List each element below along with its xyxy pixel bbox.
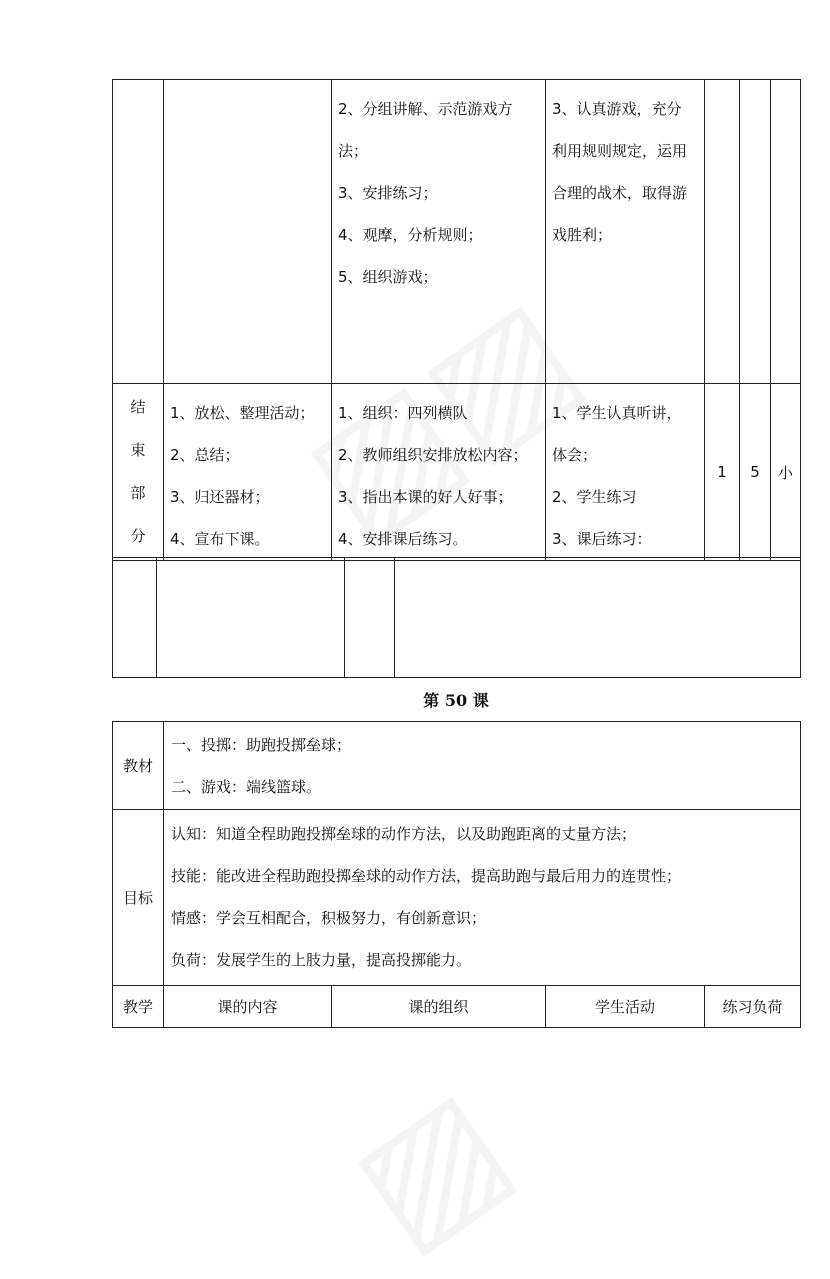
blank-row-table (112, 557, 801, 678)
org-line: 2、分组讲解、示范游戏方 (338, 100, 513, 118)
content-line: 4、宣布下课。 (170, 530, 270, 548)
goals-label: 目标 (113, 810, 164, 986)
activity-line: 2、学生练习 (552, 488, 637, 506)
section-label-cell (113, 80, 164, 384)
content-line: 2、总结； (170, 446, 240, 464)
intensity-cell: 小 (771, 384, 801, 561)
count-cell (705, 80, 740, 384)
section-label-char: 部 (130, 484, 146, 502)
section-label-char: 束 (130, 441, 146, 459)
org-line: 4、观摩，分析规则； (338, 226, 483, 244)
activity-line: 1、学生认真听讲， (552, 404, 682, 422)
org-line: 法； (338, 142, 369, 160)
table-row (113, 558, 801, 678)
org-line: 3、安排练习； (338, 184, 438, 202)
material-line: 一、投掷：助跑投掷垒球； (171, 736, 352, 754)
blank-cell (395, 558, 801, 678)
goal-line: 技能：能改进全程助跑投掷垒球的动作方法，提高助跑与最后用力的连贯性； (171, 867, 682, 885)
blank-cell (157, 558, 345, 678)
lesson-table (112, 721, 801, 1028)
continuation-table (112, 79, 801, 561)
activity-line: 利用规则规定，运用 (552, 142, 688, 160)
header-cell: 练习负荷 (705, 986, 801, 1028)
activity-cell (546, 80, 705, 384)
org-line: 3、指出本课的好人好事； (338, 488, 513, 506)
header-cell: 课的组织 (332, 986, 546, 1028)
intensity-cell (771, 80, 801, 384)
activity-line: 3、认真游戏，充分 (552, 100, 682, 118)
material-cell (164, 722, 801, 810)
organization-cell (332, 80, 546, 384)
org-line: 1、组织：四列横队 (338, 404, 468, 422)
blank-cell (345, 558, 395, 678)
activity-line: 3、课后练习： (552, 530, 652, 548)
section-label-cell (113, 384, 164, 561)
table-row (113, 80, 801, 384)
org-line: 2、教师组织安排放松内容； (338, 446, 528, 464)
org-line: 5、组织游戏； (338, 268, 438, 286)
material-label: 教材 (113, 722, 164, 810)
content-cell (164, 384, 332, 561)
header-cell: 学生活动 (546, 986, 705, 1028)
content-line: 1、放松、整理活动； (170, 404, 315, 422)
minutes-cell (740, 80, 771, 384)
activity-cell (546, 384, 705, 561)
header-row (113, 986, 801, 1028)
section-label-char: 结 (130, 398, 146, 416)
table-row (113, 384, 801, 561)
header-cell: 课的内容 (164, 986, 332, 1028)
goal-line: 情感：学会互相配合，积极努力，有创新意识； (171, 909, 487, 927)
goals-row (113, 810, 801, 986)
goal-line: 负荷：发展学生的上肢力量，提高投掷能力。 (171, 951, 472, 969)
material-line: 二、游戏：端线篮球。 (171, 778, 322, 796)
activity-line: 体会； (552, 446, 598, 464)
header-cell: 教学 (113, 986, 164, 1028)
org-line: 4、安排课后练习。 (338, 530, 468, 548)
blank-cell (113, 558, 157, 678)
goal-line: 认知：知道全程助跑投掷垒球的动作方法，以及助跑距离的丈量方法； (171, 825, 637, 843)
activity-line: 合理的战术，取得游 (552, 184, 688, 202)
organization-cell (332, 384, 546, 561)
goals-cell (164, 810, 801, 986)
lesson-title: 第 50 课 (423, 691, 489, 710)
activity-line: 戏胜利； (552, 226, 613, 244)
content-cell (164, 80, 332, 384)
watermark (323, 1055, 539, 1279)
material-row (113, 722, 801, 810)
content-line: 3、归还器材； (170, 488, 270, 506)
minutes-cell: 5 (740, 384, 771, 561)
count-cell: 1 (705, 384, 740, 561)
section-label-char: 分 (130, 527, 146, 545)
